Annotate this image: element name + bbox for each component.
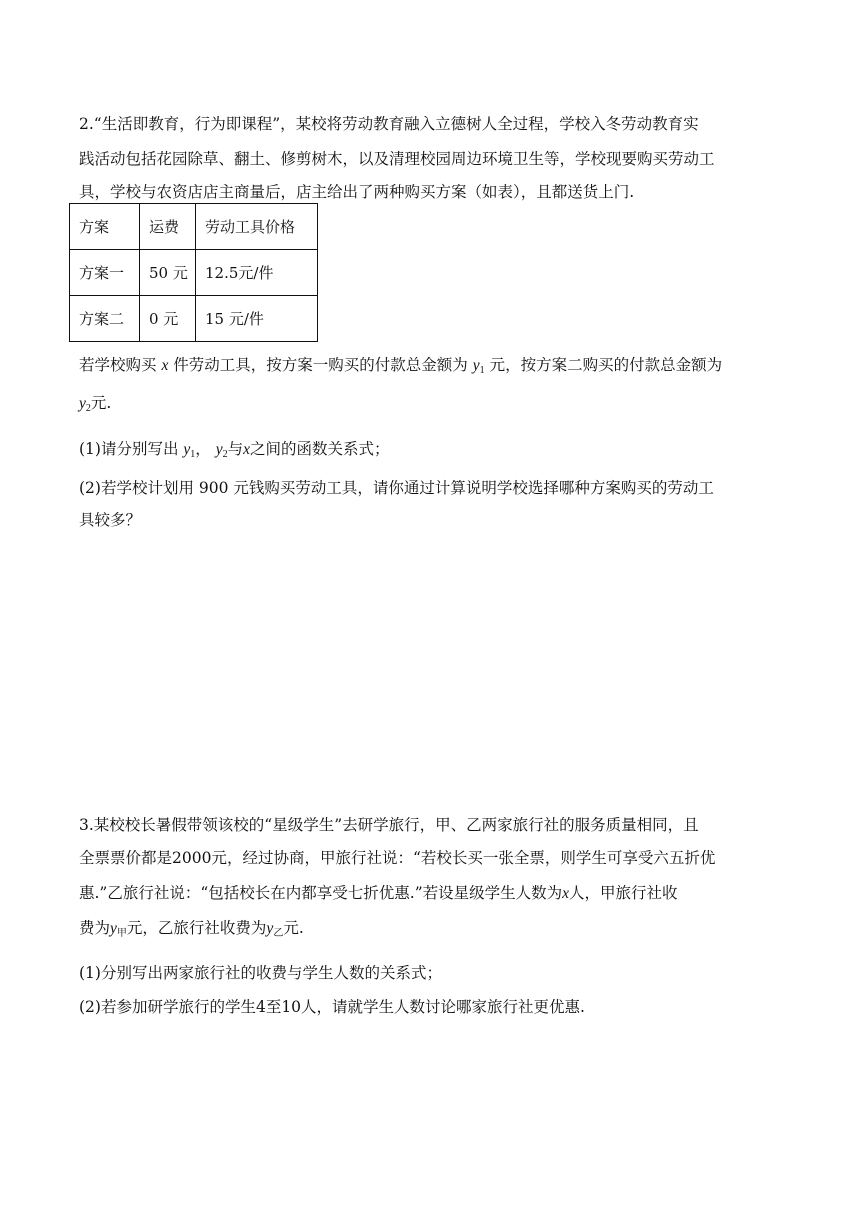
math-var-y: y: [110, 920, 117, 937]
text-run: 与: [227, 440, 244, 458]
q2-paragraph-line-1: [79, 353, 722, 376]
table-cell: 0 元: [140, 296, 196, 342]
table-row: [70, 250, 318, 296]
math-var-y: y: [472, 357, 480, 374]
math-subscript: 1: [479, 365, 485, 376]
q2-subquestion-2-line-1: (2)若学校计划用 900 元钱购买劳动工具，请你通过计算说明学校选择哪种方案购买的劳动工: [79, 479, 714, 497]
table-cell: 12.5元/件: [196, 250, 318, 296]
math-var-y: y: [215, 441, 223, 458]
q3-subquestion-1: (1)分别写出两家旅行社的收费与学生人数的关系式；: [79, 964, 442, 982]
table-row: [70, 296, 318, 342]
q2-line-2: 践活动包括花园除草、翻土、修剪树木，以及清理校园周边环境卫生等，学校现要购买劳动工: [79, 150, 715, 168]
math-var-x: x: [243, 441, 251, 458]
q3-subquestion-2: (2)若参加研学旅行的学生4至10人，请就学生人数讨论哪家旅行社更优惠.: [79, 998, 585, 1016]
text-run: 费为: [79, 919, 111, 937]
q2-paragraph-line-2: [79, 391, 111, 414]
math-var-x: x: [562, 885, 570, 902]
math-subscript: 2: [85, 403, 91, 414]
q3-line-3: [79, 881, 678, 903]
text-run: 人，甲旅行社收: [569, 884, 678, 902]
q2-subquestion-1: [79, 437, 390, 460]
math-subscript: 乙: [273, 928, 284, 939]
text-run: 元.: [90, 394, 112, 412]
q2-line-1: 2.“生活即教育，行为即课程”，某校将劳动教育融入立德树人全过程，学校入冬劳动教育实: [79, 115, 699, 133]
text-run: 件劳动工具，按方案一购买的付款总金额为: [173, 356, 468, 374]
table-cell: 方案一: [70, 250, 140, 296]
text-run: 之间的函数关系式；: [250, 440, 390, 458]
plan-table: [69, 203, 318, 342]
text-run: (1)请分别写出: [79, 440, 179, 458]
table-cell: 方案二: [70, 296, 140, 342]
table-cell: 50 元: [140, 250, 196, 296]
math-var-y: y: [79, 395, 86, 412]
text-run: 惠.”乙旅行社说：“包括校长在内都享受七折优惠.”若设星级学生人数为: [79, 884, 563, 902]
q2-subquestion-2-line-2: 具较多？: [79, 511, 142, 529]
text-run: 元，乙旅行社收费为: [126, 919, 267, 937]
q3-line-1: 3.某校校长暑假带领该校的“星级学生”去研学旅行，甲、乙两家旅行社的服务质量相同，且: [79, 816, 699, 834]
table-header-cell: 劳动工具价格: [196, 204, 318, 250]
q2-line-3: 具，学校与农资店店主商量后，店主给出了两种购买方案（如表），且都送货上门.: [79, 183, 635, 201]
table-header-row: [70, 204, 318, 250]
text-run: ，: [195, 440, 211, 458]
math-subscript: 2: [222, 449, 228, 460]
q3-line-2: 全票票价都是2000元，经过协商，甲旅行社说：“若校长买一张全票，则学生可享受六五折优: [79, 849, 716, 867]
math-var-y: y: [183, 441, 191, 458]
q3-line-4: [79, 916, 304, 939]
math-var-y: y: [266, 920, 274, 937]
text-run: 元.: [283, 919, 304, 937]
table-header-cell: 方案: [70, 204, 140, 250]
math-subscript: 1: [190, 449, 196, 460]
math-subscript: 甲: [116, 928, 127, 939]
table-cell: 15 元/件: [196, 296, 318, 342]
text-run: 元，按方案二购买的付款总金额为: [489, 356, 723, 374]
table-header-cell: 运费: [140, 204, 196, 250]
text-run: 若学校购买: [79, 356, 157, 374]
math-var-x: x: [161, 357, 169, 374]
